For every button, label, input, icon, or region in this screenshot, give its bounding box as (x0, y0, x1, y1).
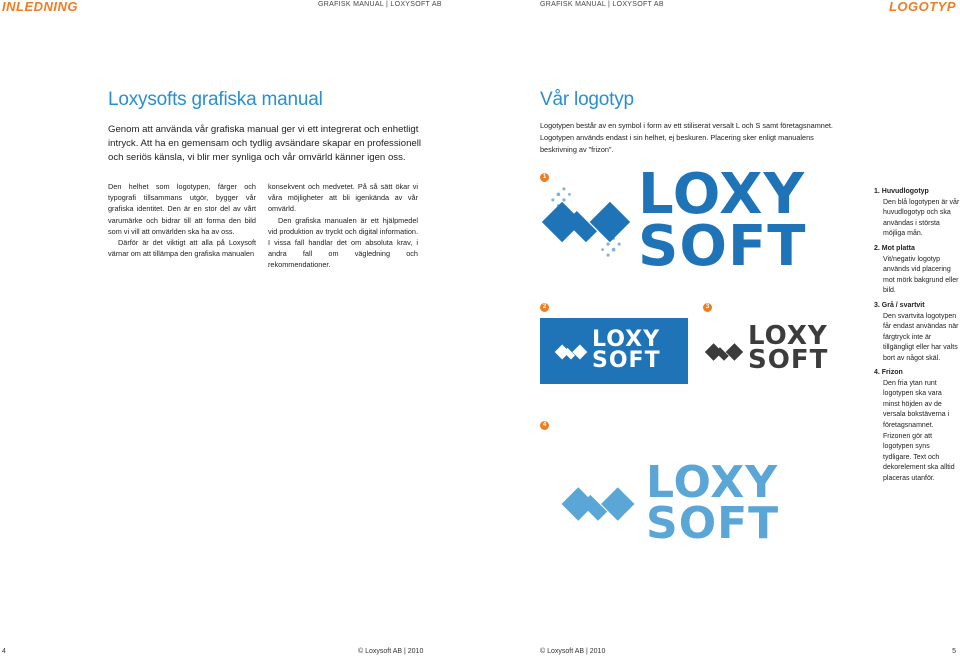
legend-text: Den svartvita logotypen får endast användas när färgtryck inte är tillgängligt eller har valts bort av något skäl. (883, 312, 959, 362)
legend-heading: 4. Frizon (874, 369, 903, 376)
logo-wordmark-soft-light: SOFT (646, 498, 780, 549)
section-tag-right: LOGOTYP (888, 0, 956, 14)
body-paragraph: Den helhet som logotypen, färger och typografi tillsammans utgör, bygger vår grafiska identitet. Den är en stor del av vårt varumärke och bidrar till att forma den bild som vi vill att omvärlden ska ha av oss. (108, 182, 256, 236)
page-number-left: 4 (2, 648, 6, 655)
copyright-right: © Loxysoft AB | 2010 (540, 648, 606, 655)
logo-wordmark-soft: SOFT (638, 214, 807, 279)
logo-plate-blue (540, 318, 688, 384)
badge-4: 4 (540, 421, 549, 430)
logo-wordmark-loxy: LOXY (638, 162, 806, 227)
legend-text: Vit/negativ logotyp används vid placering mot mörk bakgrund eller bild. (883, 255, 959, 295)
logo-wordmark-loxy-gray: LOXY (748, 321, 828, 351)
body-column-2 (268, 181, 418, 271)
legend-text: Den fria ytan runt logotypen ska vara minst höjden av de versala bokstäverna i företagsnamnet. Frizonen gör att logotypen syns tydligare. Text och dekorelement ska alltid placeras utanför. (883, 379, 955, 482)
badge-3: 3 (703, 303, 712, 312)
legend-text: Den blå logotypen är vår huvudlogotyp och ska användas i största möjliga mån. (883, 198, 960, 238)
page-title-left: Loxysofts grafiska manual (108, 89, 323, 110)
body-paragraph: konsekvent och medvetet. På så sätt ökar vi våra möjligheter att bli igenkända av vår omvärld. (268, 182, 418, 214)
logo-symbol-main (540, 176, 632, 268)
running-header-right: GRAFISK MANUAL | LOXYSOFT AB (540, 1, 664, 8)
logo-wordmark-soft-gray: SOFT (748, 345, 829, 375)
legend-heading: 2. Mot platta (874, 245, 915, 252)
legend-item-2 (874, 244, 960, 297)
body-column-1 (108, 181, 256, 259)
page-title-right: Vår logotyp (540, 89, 634, 110)
logo-intro: Logotypen består av en symbol i form av ett stiliserat versalt L och S samt företagsnamnet. Logotypen används endast i sin helhet, ej beskuren. Placering sker enligt manualens beskrivning av ”frizon”. (540, 121, 833, 154)
legend-item-1 (874, 187, 960, 240)
copyright-left: © Loxysoft AB | 2010 (358, 648, 424, 655)
body-paragraph: Den grafiska manualen är ett hjälpmedel vid produktion av tryckt och digital information. I vissa fall handlar det om absoluta krav, i andra fall om vägledning och rekommendationer. (268, 215, 418, 270)
logo-symbol-gray (704, 332, 744, 372)
badge-1: 1 (540, 173, 549, 182)
legend-heading: 1. Huvudlogotyp (874, 188, 929, 195)
logo-wordmark-loxy-white: LOXY (592, 327, 661, 352)
legend-item-3 (874, 301, 960, 365)
badge-2: 2 (540, 303, 549, 312)
section-tag-left: INLEDNING (2, 0, 78, 14)
body-paragraph: Därför är det viktigt att alla på Loxysoft värnar om att tillämpa den grafiska manualen (108, 238, 256, 259)
running-header-left: GRAFISK MANUAL | LOXYSOFT AB (318, 1, 442, 8)
logo-wordmark-loxy-light: LOXY (646, 457, 779, 508)
logo-wordmark-soft-white: SOFT (592, 348, 661, 373)
legend-heading: 3. Grå / svartvit (874, 302, 925, 309)
legend-item-4 (874, 368, 960, 485)
lead-paragraph: Genom att använda vår grafiska manual ger vi ett integrerat och enhetligt intryck. Att ha en gemensam och tydlig avsändare skapar en professionell och seriös känsla, vi blir mer synliga och vår omvärld känner igen oss. (108, 124, 422, 163)
logo-symbol-light (560, 466, 636, 542)
logo-symbol-white (554, 335, 588, 369)
page-number-right: 5 (952, 648, 956, 655)
